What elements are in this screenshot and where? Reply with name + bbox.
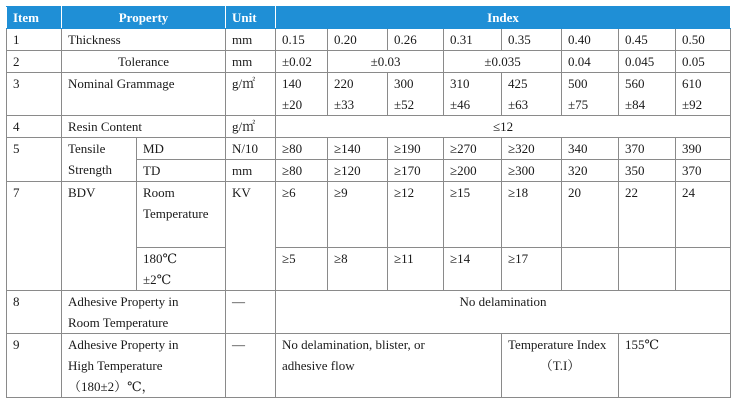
specification-table (6, 6, 731, 398)
value-line: adhesive flow (282, 358, 355, 373)
sub-property-line: Temperature (143, 206, 209, 221)
value-cell (562, 248, 619, 291)
value-cell: ±0.035 (444, 51, 562, 73)
value-main: 560 (625, 76, 645, 91)
row-resin-content (7, 116, 731, 138)
row-thickness (7, 29, 731, 51)
property-name: Nominal Grammage (62, 73, 226, 116)
value-cell (444, 73, 502, 116)
unit: g/㎡ (226, 73, 276, 116)
value-cell: 0.45 (619, 29, 676, 51)
property-line: Strength (68, 162, 113, 177)
value-main: 610 (682, 76, 702, 91)
value-tolerance: ±46 (450, 97, 471, 112)
value-cell: 320 (562, 160, 619, 182)
value-cell: ≤12 (276, 116, 731, 138)
value-cell: 340 (562, 138, 619, 160)
value-cell: ≥320 (502, 138, 562, 160)
value-cell: ≥270 (444, 138, 502, 160)
property-name (62, 334, 226, 398)
value-tolerance: ±52 (394, 97, 415, 112)
value-cell: ≥11 (388, 248, 444, 291)
value-cell (619, 73, 676, 116)
value-cell (562, 73, 619, 116)
header-item: Item (7, 7, 62, 29)
value-cell: ≥8 (328, 248, 388, 291)
value-cell: 0.045 (619, 51, 676, 73)
value-cell: 0.31 (444, 29, 502, 51)
sub-property-line: 180℃ (143, 251, 178, 266)
value-tolerance: ±92 (682, 97, 703, 112)
property-line: Adhesive Property in (68, 337, 179, 352)
row-bdv-room (7, 182, 731, 248)
value-cell (276, 73, 328, 116)
value-cell: 22 (619, 182, 676, 248)
value-tolerance: ±20 (282, 97, 303, 112)
value-tolerance: ±63 (508, 97, 529, 112)
value-cell: ≥80 (276, 160, 328, 182)
value-main: 310 (450, 76, 470, 91)
value-cell (676, 73, 731, 116)
value-cell: ≥12 (388, 182, 444, 248)
sub-property: MD (137, 138, 226, 160)
header-unit: Unit (226, 7, 276, 29)
value-cell: 0.15 (276, 29, 328, 51)
value-cell: ≥17 (502, 248, 562, 291)
value-cell: 0.35 (502, 29, 562, 51)
value-cell: ±0.03 (328, 51, 444, 73)
temperature-index-label (502, 334, 619, 398)
unit: mm (226, 51, 276, 73)
sub-property (137, 182, 226, 248)
value-cell: ≥15 (444, 182, 502, 248)
value-cell (388, 73, 444, 116)
row-tensile-md (7, 138, 731, 160)
property-line: Room Temperature (68, 315, 169, 330)
unit: — (226, 291, 276, 334)
value-line: No delamination, blister, or (282, 337, 425, 352)
value-cell: 0.04 (562, 51, 619, 73)
value-cell: ≥140 (328, 138, 388, 160)
value-cell: ≥14 (444, 248, 502, 291)
ti-line: Temperature Index (508, 337, 607, 352)
value-tolerance: ±84 (625, 97, 646, 112)
unit: g/㎡ (226, 116, 276, 138)
unit: N/10 (226, 138, 276, 160)
property-line: （180±2）℃， (68, 379, 155, 394)
item-number: 5 (7, 138, 62, 182)
value-main: 220 (334, 76, 354, 91)
value-main: 425 (508, 76, 528, 91)
item-number: 8 (7, 291, 62, 334)
property-name: Resin Content (62, 116, 226, 138)
property-name: Tolerance (62, 51, 226, 73)
unit: mm (226, 29, 276, 51)
value-cell: ≥9 (328, 182, 388, 248)
property-name: BDV (62, 182, 137, 291)
value-cell (328, 73, 388, 116)
value-cell: ≥120 (328, 160, 388, 182)
row-adhesive-room (7, 291, 731, 334)
value-cell: ≥200 (444, 160, 502, 182)
value-cell (502, 73, 562, 116)
unit: KV (226, 182, 276, 291)
value-cell: No delamination (276, 291, 731, 334)
value-cell: 0.26 (388, 29, 444, 51)
value-cell: 350 (619, 160, 676, 182)
item-number: 3 (7, 73, 62, 116)
header-property: Property (62, 7, 226, 29)
value-cell: ±0.02 (276, 51, 328, 73)
value-cell: 0.50 (676, 29, 731, 51)
item-number: 2 (7, 51, 62, 73)
unit: mm (226, 160, 276, 182)
row-adhesive-high (7, 334, 731, 398)
value-cell: 370 (676, 160, 731, 182)
property-line: Adhesive Property in (68, 294, 179, 309)
value-cell (619, 248, 676, 291)
value-cell: ≥80 (276, 138, 328, 160)
value-cell (676, 248, 731, 291)
property-name (62, 138, 137, 182)
item-number: 9 (7, 334, 62, 398)
header-index: Index (276, 7, 731, 29)
unit: — (226, 334, 276, 398)
value-cell: 0.20 (328, 29, 388, 51)
value-cell: 24 (676, 182, 731, 248)
value-cell: 390 (676, 138, 731, 160)
sub-property (137, 248, 226, 291)
ti-line: （T.I） (539, 358, 581, 373)
row-nominal-grammage (7, 73, 731, 116)
value-tolerance: ±75 (568, 97, 589, 112)
item-number: 4 (7, 116, 62, 138)
value-cell: 370 (619, 138, 676, 160)
item-number: 1 (7, 29, 62, 51)
property-line: Tensile (68, 141, 106, 156)
row-tolerance (7, 51, 731, 73)
value-cell: ≥300 (502, 160, 562, 182)
value-cell: 0.40 (562, 29, 619, 51)
value-tolerance: ±33 (334, 97, 355, 112)
item-number: 7 (7, 182, 62, 291)
value-main: 500 (568, 76, 588, 91)
header-row (7, 7, 731, 29)
property-name: Thickness (62, 29, 226, 51)
value-main: 140 (282, 76, 302, 91)
value-cell: ≥5 (276, 248, 328, 291)
property-name (62, 291, 226, 334)
sub-property-line: ±2℃ (143, 272, 172, 287)
value-cell: 0.05 (676, 51, 731, 73)
value-cell: ≥6 (276, 182, 328, 248)
value-cell: 20 (562, 182, 619, 248)
value-main: 300 (394, 76, 414, 91)
value-cell: ≥18 (502, 182, 562, 248)
sub-property-line: Room (143, 185, 175, 200)
value-cell: ≥170 (388, 160, 444, 182)
value-cell: ≥190 (388, 138, 444, 160)
sub-property: TD (137, 160, 226, 182)
value-cell (276, 334, 502, 398)
temperature-index-value: 155℃ (619, 334, 731, 398)
property-line: High Temperature (68, 358, 163, 373)
